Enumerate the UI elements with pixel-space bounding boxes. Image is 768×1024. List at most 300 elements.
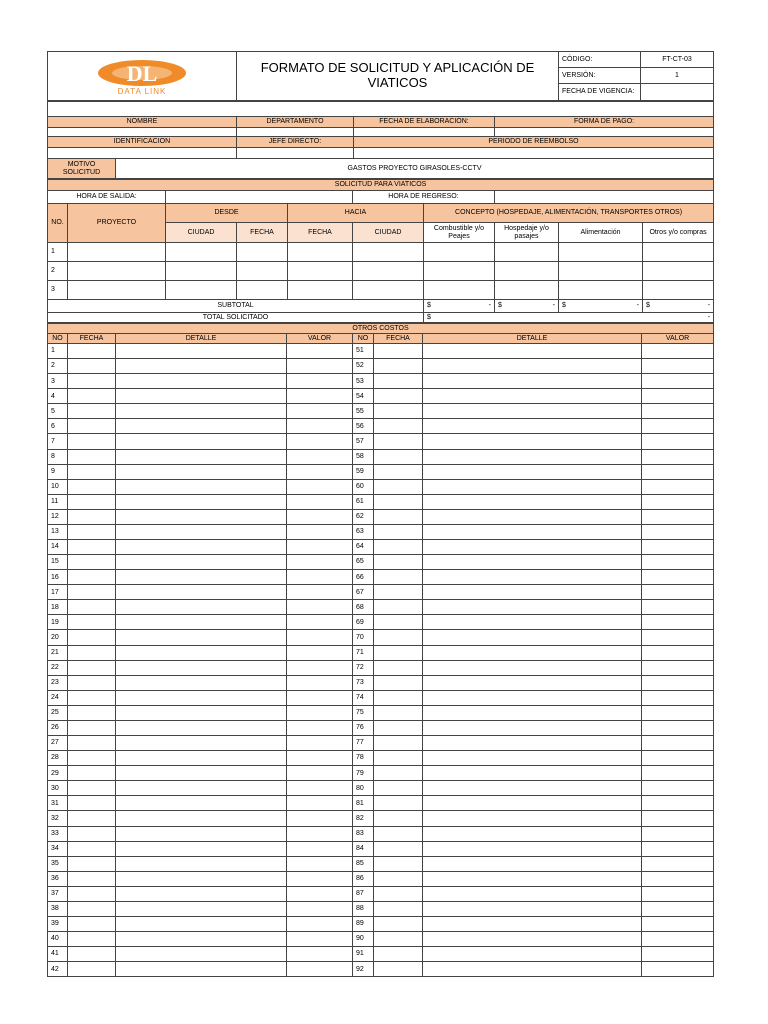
- otros-fecha-cell[interactable]: [68, 434, 116, 449]
- otros-valor-cell[interactable]: [287, 826, 353, 841]
- otros-detalle-cell[interactable]: [116, 434, 287, 449]
- otros-valor-cell[interactable]: [642, 344, 714, 359]
- otros-detalle-cell[interactable]: [116, 615, 287, 630]
- otros-detalle-cell[interactable]: [116, 389, 287, 404]
- otros-fecha-cell[interactable]: [68, 901, 116, 916]
- otros-detalle-cell[interactable]: [423, 886, 642, 901]
- otros-fecha-cell[interactable]: [374, 359, 423, 374]
- otros-detalle-cell[interactable]: [423, 901, 642, 916]
- otros-fecha-cell[interactable]: [68, 404, 116, 419]
- otros-fecha-cell[interactable]: [374, 570, 423, 585]
- otros-fecha-cell[interactable]: [68, 660, 116, 675]
- otros-detalle-cell[interactable]: [116, 720, 287, 735]
- otros-detalle-cell[interactable]: [116, 524, 287, 539]
- otros-detalle-cell[interactable]: [423, 645, 642, 660]
- otros-fecha-cell[interactable]: [68, 600, 116, 615]
- otros-valor-cell[interactable]: [287, 449, 353, 464]
- otros-valor-cell[interactable]: [642, 555, 714, 570]
- otros-fecha-cell[interactable]: [374, 585, 423, 600]
- otros-detalle-cell[interactable]: [423, 464, 642, 479]
- otros-valor-cell[interactable]: [642, 766, 714, 781]
- otros-row-number-right: 89: [353, 916, 374, 931]
- otros-detalle-cell[interactable]: [116, 871, 287, 886]
- otros-detalle-cell[interactable]: [116, 585, 287, 600]
- otros-valor-cell[interactable]: [287, 419, 353, 434]
- otros-fecha-cell[interactable]: [374, 540, 423, 555]
- otros-valor-cell[interactable]: [642, 736, 714, 751]
- otros-fecha-cell[interactable]: [374, 675, 423, 690]
- otros-valor-cell[interactable]: [642, 570, 714, 585]
- otros-detalle-cell[interactable]: [116, 811, 287, 826]
- viatico-cell[interactable]: [353, 243, 424, 262]
- otros-detalle-cell[interactable]: [423, 705, 642, 720]
- otros-fecha-cell[interactable]: [374, 645, 423, 660]
- otros-valor-cell[interactable]: [642, 600, 714, 615]
- otros-valor-cell[interactable]: [642, 359, 714, 374]
- otros-fecha-cell[interactable]: [374, 871, 423, 886]
- otros-valor-cell[interactable]: [287, 524, 353, 539]
- viatico-cell[interactable]: [424, 281, 495, 300]
- viatico-cell[interactable]: [495, 262, 559, 281]
- otros-valor-cell[interactable]: [642, 419, 714, 434]
- otros-fecha-cell[interactable]: [68, 705, 116, 720]
- otros-fecha-cell[interactable]: [374, 826, 423, 841]
- otros-valor-cell[interactable]: [642, 751, 714, 766]
- otros-fecha-cell[interactable]: [374, 932, 423, 947]
- otros-valor-cell[interactable]: [287, 736, 353, 751]
- otros-detalle-cell[interactable]: [116, 766, 287, 781]
- otros-fecha-cell[interactable]: [374, 630, 423, 645]
- otros-valor-cell[interactable]: [287, 675, 353, 690]
- otros-fecha-cell[interactable]: [374, 962, 423, 977]
- otros-fecha-cell[interactable]: [374, 705, 423, 720]
- otros-fecha-cell[interactable]: [68, 766, 116, 781]
- otros-valor-cell[interactable]: [287, 555, 353, 570]
- otros-valor-cell[interactable]: [287, 434, 353, 449]
- otros-fecha-cell[interactable]: [374, 479, 423, 494]
- otros-fecha-cell[interactable]: [68, 690, 116, 705]
- otros-valor-cell[interactable]: [642, 932, 714, 947]
- otros-detalle-cell[interactable]: [423, 570, 642, 585]
- otros-fecha-cell[interactable]: [68, 811, 116, 826]
- otros-detalle-cell[interactable]: [116, 901, 287, 916]
- otros-fecha-cell[interactable]: [68, 962, 116, 977]
- otros-fecha-cell[interactable]: [374, 796, 423, 811]
- otros-fecha-cell[interactable]: [68, 826, 116, 841]
- otros-valor-cell[interactable]: [642, 524, 714, 539]
- otros-detalle-cell[interactable]: [116, 630, 287, 645]
- otros-fecha-cell[interactable]: [68, 449, 116, 464]
- otros-detalle-cell[interactable]: [423, 751, 642, 766]
- otros-fecha-cell[interactable]: [374, 600, 423, 615]
- otros-detalle-cell[interactable]: [423, 720, 642, 735]
- otros-valor-cell[interactable]: [287, 630, 353, 645]
- otros-fecha-cell[interactable]: [374, 886, 423, 901]
- otros-fecha-cell[interactable]: [68, 374, 116, 389]
- otros-valor-cell[interactable]: [287, 645, 353, 660]
- otros-fecha-cell[interactable]: [374, 555, 423, 570]
- otros-valor-cell[interactable]: [287, 856, 353, 871]
- otros-detalle-cell[interactable]: [116, 404, 287, 419]
- otros-valor-cell[interactable]: [287, 781, 353, 796]
- otros-valor-cell[interactable]: [642, 916, 714, 931]
- otros-detalle-cell[interactable]: [116, 449, 287, 464]
- otros-fecha-cell[interactable]: [68, 886, 116, 901]
- otros-detalle-cell[interactable]: [423, 419, 642, 434]
- otros-detalle-cell[interactable]: [116, 916, 287, 931]
- otros-fecha-cell[interactable]: [374, 690, 423, 705]
- motivo-value[interactable]: GASTOS PROYECTO GIRASOLES-CCTV: [116, 159, 714, 179]
- otros-detalle-cell[interactable]: [116, 419, 287, 434]
- otros-fecha-cell[interactable]: [374, 509, 423, 524]
- otros-valor-cell[interactable]: [287, 479, 353, 494]
- otros-detalle-cell[interactable]: [423, 690, 642, 705]
- otros-detalle-cell[interactable]: [423, 600, 642, 615]
- viatico-cell[interactable]: [166, 281, 237, 300]
- otros-fecha-cell[interactable]: [374, 766, 423, 781]
- otros-detalle-cell[interactable]: [116, 962, 287, 977]
- otros-fecha-cell[interactable]: [68, 841, 116, 856]
- otros-fecha-cell[interactable]: [68, 796, 116, 811]
- otros-row-number-left: 36: [48, 871, 68, 886]
- otros-detalle-cell[interactable]: [423, 675, 642, 690]
- otros-valor-cell[interactable]: [287, 886, 353, 901]
- hora-regreso-field[interactable]: [495, 191, 714, 204]
- otros-valor-cell[interactable]: [642, 841, 714, 856]
- otros-valor-cell[interactable]: [642, 796, 714, 811]
- otros-detalle-cell[interactable]: [423, 585, 642, 600]
- otros-valor-cell[interactable]: [287, 344, 353, 359]
- otros-detalle-cell[interactable]: [423, 449, 642, 464]
- otros-detalle-cell[interactable]: [423, 796, 642, 811]
- otros-fecha-cell[interactable]: [374, 720, 423, 735]
- otros-fecha-cell[interactable]: [68, 781, 116, 796]
- otros-valor-cell[interactable]: [287, 359, 353, 374]
- otros-detalle-cell[interactable]: [116, 690, 287, 705]
- otros-valor-cell[interactable]: [287, 720, 353, 735]
- otros-valor-cell[interactable]: [287, 916, 353, 931]
- otros-fecha-cell[interactable]: [374, 736, 423, 751]
- otros-valor-cell[interactable]: [287, 796, 353, 811]
- otros-row-number-right: 88: [353, 901, 374, 916]
- otros-fecha-cell[interactable]: [68, 494, 116, 509]
- otros-detalle-cell[interactable]: [423, 766, 642, 781]
- otros-valor-cell[interactable]: [287, 389, 353, 404]
- otros-fecha-cell[interactable]: [374, 434, 423, 449]
- otros-detalle-cell[interactable]: [116, 479, 287, 494]
- otros-detalle-cell[interactable]: [116, 886, 287, 901]
- otros-detalle-cell[interactable]: [116, 464, 287, 479]
- otros-fecha-cell[interactable]: [68, 630, 116, 645]
- viatico-cell[interactable]: [166, 262, 237, 281]
- otros-detalle-cell[interactable]: [423, 856, 642, 871]
- otros-row-number-right: 92: [353, 962, 374, 977]
- otros-fecha-cell[interactable]: [68, 389, 116, 404]
- otros-valor-cell[interactable]: [287, 947, 353, 962]
- otros-detalle-cell[interactable]: [423, 434, 642, 449]
- periodo-reembolso-field[interactable]: [354, 148, 714, 159]
- otros-fecha-cell[interactable]: [68, 645, 116, 660]
- otros-detalle-cell[interactable]: [423, 826, 642, 841]
- otros-detalle-cell[interactable]: [423, 524, 642, 539]
- otros-detalle-cell[interactable]: [423, 555, 642, 570]
- otros-valor-cell[interactable]: [287, 540, 353, 555]
- otros-detalle-cell[interactable]: [423, 736, 642, 751]
- otros-valor-cell[interactable]: [287, 585, 353, 600]
- otros-valor-cell[interactable]: [642, 540, 714, 555]
- vigencia-value[interactable]: [641, 84, 714, 101]
- otros-valor-cell[interactable]: [642, 901, 714, 916]
- otros-detalle-cell[interactable]: [423, 359, 642, 374]
- otros-valor-cell[interactable]: [642, 630, 714, 645]
- col-no: NO.: [48, 204, 68, 243]
- otros-row-number-right: 62: [353, 509, 374, 524]
- otros-fecha-cell[interactable]: [68, 751, 116, 766]
- nombre-field[interactable]: [48, 128, 237, 137]
- otros-valor-cell[interactable]: [642, 947, 714, 962]
- viatico-cell[interactable]: [353, 262, 424, 281]
- otros-valor-cell[interactable]: [287, 901, 353, 916]
- otros-valor-cell[interactable]: [287, 600, 353, 615]
- otros-detalle-cell[interactable]: [423, 404, 642, 419]
- otros-fecha-cell[interactable]: [68, 947, 116, 962]
- otros-detalle-cell[interactable]: [423, 811, 642, 826]
- otros-detalle-cell[interactable]: [116, 600, 287, 615]
- otros-detalle-cell[interactable]: [116, 826, 287, 841]
- otros-fecha-cell[interactable]: [68, 675, 116, 690]
- viatico-cell[interactable]: [643, 262, 714, 281]
- otros-fecha-cell[interactable]: [68, 540, 116, 555]
- otros-valor-cell[interactable]: [642, 479, 714, 494]
- otros-valor-cell[interactable]: [642, 962, 714, 977]
- otros-valor-cell[interactable]: [642, 615, 714, 630]
- otros-fecha-cell[interactable]: [374, 344, 423, 359]
- otros-detalle-cell[interactable]: [423, 962, 642, 977]
- jefe-directo-field[interactable]: [237, 148, 354, 159]
- otros-valor-cell[interactable]: [287, 932, 353, 947]
- viatico-cell[interactable]: [495, 281, 559, 300]
- otros-valor-cell[interactable]: [287, 464, 353, 479]
- otros-fecha-cell[interactable]: [374, 615, 423, 630]
- viatico-cell[interactable]: [68, 243, 166, 262]
- otros-fecha-cell[interactable]: [68, 509, 116, 524]
- viatico-cell[interactable]: [495, 243, 559, 262]
- otros-detalle-cell[interactable]: [116, 540, 287, 555]
- viatico-cell[interactable]: [424, 243, 495, 262]
- otros-detalle-cell[interactable]: [116, 856, 287, 871]
- otros-detalle-cell[interactable]: [116, 374, 287, 389]
- otros-detalle-cell[interactable]: [116, 509, 287, 524]
- otros-valor-cell[interactable]: [287, 962, 353, 977]
- otros-valor-cell[interactable]: [642, 494, 714, 509]
- otros-detalle-cell[interactable]: [116, 344, 287, 359]
- otros-fecha-cell[interactable]: [68, 555, 116, 570]
- otros-valor-cell[interactable]: [642, 871, 714, 886]
- otros-fecha-cell[interactable]: [68, 932, 116, 947]
- otros-valor-cell[interactable]: [287, 841, 353, 856]
- departamento-field[interactable]: [237, 128, 354, 137]
- otros-row-number-left: 19: [48, 615, 68, 630]
- otros-detalle-cell[interactable]: [423, 615, 642, 630]
- otros-valor-cell[interactable]: [642, 856, 714, 871]
- otros-detalle-cell[interactable]: [116, 555, 287, 570]
- otros-valor-cell[interactable]: [287, 570, 353, 585]
- otros-fecha-cell[interactable]: [68, 871, 116, 886]
- otros-valor-cell[interactable]: [642, 509, 714, 524]
- otros-detalle-cell[interactable]: [116, 781, 287, 796]
- otros-detalle-cell[interactable]: [116, 645, 287, 660]
- otros-valor-cell[interactable]: [287, 811, 353, 826]
- otros-fecha-cell[interactable]: [68, 585, 116, 600]
- otros-detalle-cell[interactable]: [116, 660, 287, 675]
- otros-fecha-cell[interactable]: [374, 389, 423, 404]
- otros-detalle-cell[interactable]: [423, 871, 642, 886]
- otros-valor-cell[interactable]: [642, 781, 714, 796]
- viatico-cell[interactable]: [237, 281, 288, 300]
- otros-detalle-cell[interactable]: [116, 494, 287, 509]
- otros-fecha-cell[interactable]: [374, 811, 423, 826]
- otros-valor-cell[interactable]: [287, 705, 353, 720]
- viatico-cell[interactable]: [353, 281, 424, 300]
- otros-fecha-cell[interactable]: [68, 916, 116, 931]
- otros-fecha-cell[interactable]: [68, 479, 116, 494]
- otros-row: [48, 751, 714, 766]
- viatico-cell[interactable]: [68, 262, 166, 281]
- otros-fecha-cell[interactable]: [374, 494, 423, 509]
- otros-valor-cell[interactable]: [642, 811, 714, 826]
- otros-valor-cell[interactable]: [642, 585, 714, 600]
- otros-detalle-cell[interactable]: [423, 947, 642, 962]
- otros-valor-cell[interactable]: [287, 509, 353, 524]
- otros-detalle-cell[interactable]: [423, 781, 642, 796]
- otros-fecha-cell[interactable]: [68, 736, 116, 751]
- otros-valor-cell[interactable]: [642, 690, 714, 705]
- otros-fecha-cell[interactable]: [374, 751, 423, 766]
- otros-fecha-cell[interactable]: [374, 901, 423, 916]
- otros-detalle-cell[interactable]: [423, 344, 642, 359]
- otros-fecha-cell[interactable]: [68, 344, 116, 359]
- otros-row-number-left: 5: [48, 404, 68, 419]
- otros-fecha-cell[interactable]: [374, 419, 423, 434]
- viatico-cell[interactable]: [288, 243, 353, 262]
- otros-detalle-cell[interactable]: [116, 570, 287, 585]
- viatico-cell[interactable]: [166, 243, 237, 262]
- otros-valor-cell[interactable]: [287, 374, 353, 389]
- otros-valor-cell[interactable]: [642, 660, 714, 675]
- viatico-cell[interactable]: [643, 243, 714, 262]
- viatico-cell[interactable]: [288, 281, 353, 300]
- otros-valor-cell[interactable]: [287, 494, 353, 509]
- otros-fecha-cell[interactable]: [68, 615, 116, 630]
- otros-valor-cell[interactable]: [642, 434, 714, 449]
- otros-detalle-cell[interactable]: [423, 509, 642, 524]
- otros-valor-cell[interactable]: [287, 404, 353, 419]
- viatico-cell[interactable]: [559, 281, 643, 300]
- viatico-cell[interactable]: [237, 262, 288, 281]
- otros-fecha-cell[interactable]: [68, 359, 116, 374]
- otros-detalle-cell[interactable]: [423, 374, 642, 389]
- otros-fecha-cell[interactable]: [374, 464, 423, 479]
- otros-detalle-cell[interactable]: [423, 932, 642, 947]
- otros-valor-cell[interactable]: [642, 449, 714, 464]
- otros-valor-cell[interactable]: [287, 660, 353, 675]
- otros-fecha-cell[interactable]: [374, 916, 423, 931]
- otros-valor-cell[interactable]: [642, 389, 714, 404]
- viatico-cell[interactable]: [424, 262, 495, 281]
- otros-fecha-cell[interactable]: [68, 419, 116, 434]
- otros-fecha-cell[interactable]: [374, 660, 423, 675]
- otros-fecha-cell[interactable]: [68, 856, 116, 871]
- viatico-cell[interactable]: [559, 243, 643, 262]
- identificacion-field[interactable]: [48, 148, 237, 159]
- otros-detalle-cell[interactable]: [423, 841, 642, 856]
- otros-fecha-cell[interactable]: [374, 449, 423, 464]
- otros-detalle-cell[interactable]: [423, 660, 642, 675]
- otros-detalle-cell[interactable]: [116, 751, 287, 766]
- forma-pago-field[interactable]: [495, 128, 714, 137]
- otros-fecha-cell[interactable]: [68, 464, 116, 479]
- otros-detalle-cell[interactable]: [116, 947, 287, 962]
- otros-valor-cell[interactable]: [287, 751, 353, 766]
- otros-detalle-cell[interactable]: [116, 736, 287, 751]
- otros-valor-cell[interactable]: [642, 374, 714, 389]
- viatico-cell[interactable]: [237, 243, 288, 262]
- otros-valor-cell[interactable]: [642, 404, 714, 419]
- otros-detalle-cell[interactable]: [423, 389, 642, 404]
- otros-valor-cell[interactable]: [642, 826, 714, 841]
- otros-valor-cell[interactable]: [642, 720, 714, 735]
- otros-detalle-cell[interactable]: [423, 630, 642, 645]
- otros-valor-cell[interactable]: [642, 675, 714, 690]
- otros-detalle-cell[interactable]: [116, 359, 287, 374]
- otros-valor-cell[interactable]: [287, 615, 353, 630]
- otros-detalle-cell[interactable]: [423, 540, 642, 555]
- otros-fecha-cell[interactable]: [68, 524, 116, 539]
- otros-detalle-cell[interactable]: [423, 916, 642, 931]
- otros-valor-cell[interactable]: [642, 645, 714, 660]
- otros-valor-cell[interactable]: [642, 705, 714, 720]
- otros-detalle-cell[interactable]: [116, 932, 287, 947]
- otros-detalle-cell[interactable]: [423, 479, 642, 494]
- otros-valor-cell[interactable]: [642, 464, 714, 479]
- viatico-cell[interactable]: [643, 281, 714, 300]
- otros-fecha-cell[interactable]: [374, 841, 423, 856]
- otros-detalle-cell[interactable]: [116, 796, 287, 811]
- otros-detalle-cell[interactable]: [116, 705, 287, 720]
- otros-valor-cell[interactable]: [287, 690, 353, 705]
- otros-fecha-cell[interactable]: [374, 947, 423, 962]
- hora-salida-label: HORA DE SALIDA:: [48, 191, 166, 204]
- viatico-cell[interactable]: [559, 262, 643, 281]
- otros-valor-cell[interactable]: [287, 766, 353, 781]
- viatico-cell[interactable]: [288, 262, 353, 281]
- otros-fecha-cell[interactable]: [374, 781, 423, 796]
- otros-valor-cell[interactable]: [287, 871, 353, 886]
- hora-salida-field[interactable]: [166, 191, 353, 204]
- otros-fecha-cell[interactable]: [68, 720, 116, 735]
- otros-fecha-cell[interactable]: [374, 404, 423, 419]
- otros-fecha-cell[interactable]: [374, 524, 423, 539]
- fecha-elaboracion-field[interactable]: [354, 128, 495, 137]
- otros-detalle-cell[interactable]: [423, 494, 642, 509]
- viatico-cell[interactable]: [68, 281, 166, 300]
- otros-valor-cell[interactable]: [642, 886, 714, 901]
- otros-fecha-cell[interactable]: [374, 856, 423, 871]
- otros-detalle-cell[interactable]: [116, 675, 287, 690]
- otros-fecha-cell[interactable]: [68, 570, 116, 585]
- otros-fecha-cell[interactable]: [374, 374, 423, 389]
- otros-detalle-cell[interactable]: [116, 841, 287, 856]
